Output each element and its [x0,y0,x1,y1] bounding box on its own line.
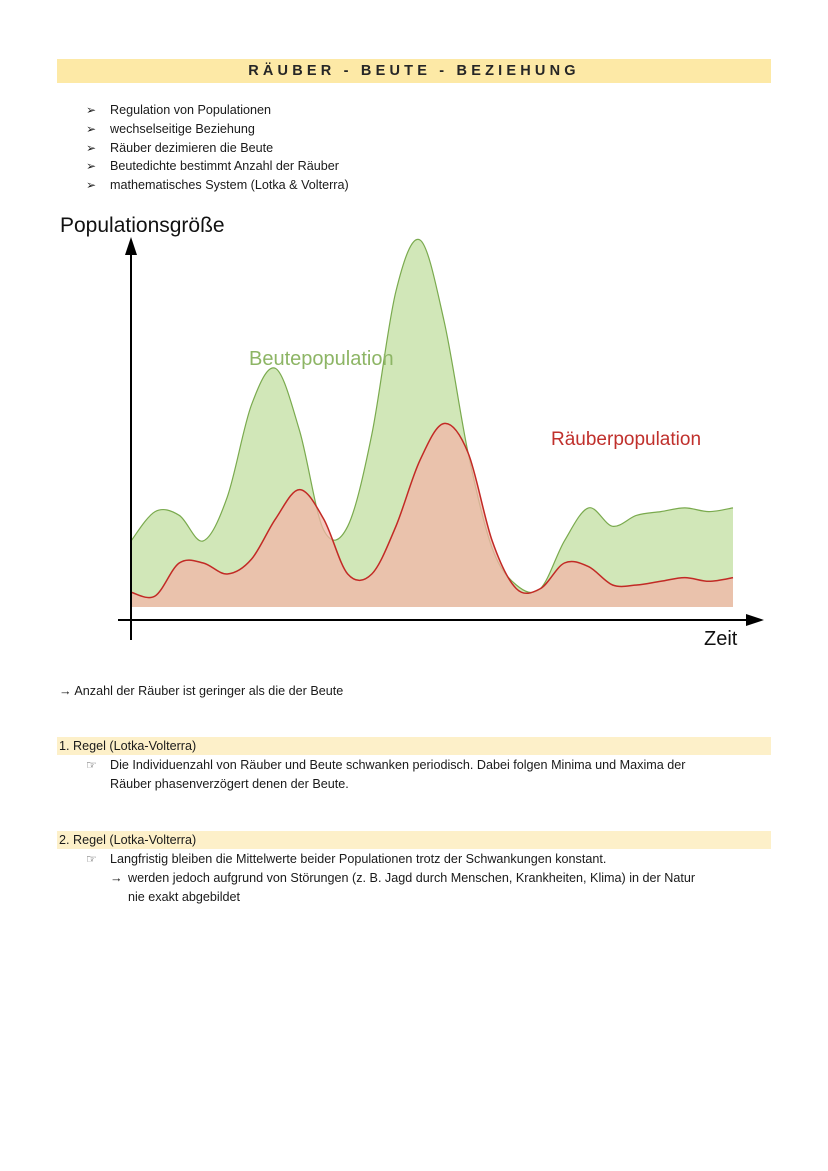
population-chart [56,207,768,657]
rule-2-text: Langfristig bleiben die Mittelwerte beider Populationen trotz der Schwankungen konstant. [110,852,607,866]
prey-series-label: Beutepopulation [249,348,394,370]
bullet-arrow-icon: ➢ [86,103,97,117]
arrow-icon: → [110,871,123,885]
y-axis-label: Populationsgröße [60,214,225,237]
bullet-arrow-icon: ➢ [86,178,97,193]
bullet-text: Regulation von Populationen [110,103,272,117]
list-item [86,139,349,158]
page-title: RÄUBER - BEUTE - BEZIEHUNG [57,59,771,83]
rule-2-subtext: werden jedoch aufgrund von Störungen (z. B. Jagd durch Menschen, Krankheiten, Klima) in der Natur [128,871,696,885]
y-axis-arrowhead-icon [125,237,137,255]
bullet-arrow-icon: ➢ [86,159,97,174]
note-line [59,682,343,700]
area-layer [131,239,733,607]
predator-series-label: Räuberpopulation [551,429,702,450]
bullet-arrow-icon: ➢ [86,121,97,136]
bullet-list [86,101,349,195]
x-axis-label: Zeit [704,628,738,650]
rule-1-heading: 1. Regel (Lotka-Volterra) [57,737,771,755]
pointing-hand-icon: ☞ [86,852,97,866]
bullet-text: wechselseitige Beziehung [110,121,255,136]
bullet-arrow-icon: ➢ [86,140,97,155]
list-item [86,157,349,176]
note-text: Anzahl der Räuber ist geringer als die der Beute [74,684,344,698]
list-item [86,176,349,195]
list-item [86,120,349,139]
rule-2-heading: 2. Regel (Lotka-Volterra) [57,831,771,849]
x-axis-arrowhead-icon [746,614,764,626]
rule-1-text: Die Individuenzahl von Räuber und Beute schwanken periodisch. Dabei folgen Minima und Maxima der [110,758,686,772]
bullet-text: mathematisches System (Lotka & Volterra) [110,178,349,193]
bullet-text: Beutedichte bestimmt Anzahl der Räuber [110,159,339,174]
rule-1-text: Räuber phasenverzögert denen der Beute. [110,777,349,791]
bullet-text: Räuber dezimieren die Beute [110,140,274,155]
rule-2-subtext: nie exakt abgebildet [128,890,241,904]
list-item [86,101,349,120]
pointing-hand-icon: ☞ [86,758,97,772]
arrow-icon: → [59,684,72,698]
